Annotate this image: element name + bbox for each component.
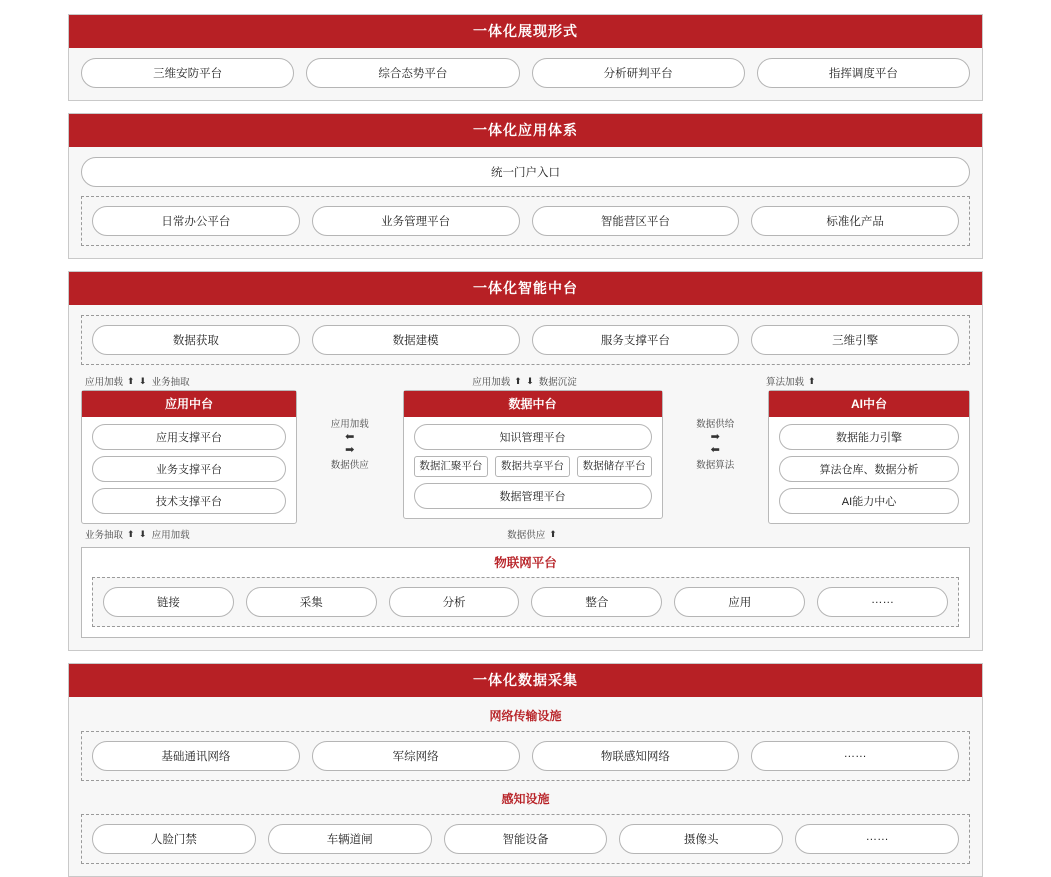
middle-top-items-box	[81, 315, 970, 365]
ai-center-item-1[interactable]: 算法仓库、数据分析	[779, 456, 959, 482]
display-pill-row	[81, 58, 970, 88]
middle-top-pill-row	[92, 325, 959, 355]
application-item-2[interactable]: 智能营区平台	[532, 206, 740, 236]
data-center-triple-row	[414, 456, 652, 477]
iot-item-5[interactable]: ……	[817, 587, 948, 617]
section-application	[68, 113, 983, 259]
section-display	[68, 14, 983, 101]
section-middle-title: 一体化智能中台	[69, 272, 982, 305]
sensing-pill-row	[92, 824, 959, 854]
connector-top-0-right: 业务抽取	[151, 377, 190, 388]
application-item-1[interactable]: 业务管理平台	[312, 206, 520, 236]
data-center-triple-1[interactable]: 数据共享平台	[495, 456, 570, 477]
network-block-title: 网络传输设施	[489, 709, 562, 723]
app-center-item-1[interactable]: 业务支撑平台	[92, 456, 286, 482]
ai-center-card	[768, 390, 970, 524]
iot-item-4[interactable]: 应用	[674, 587, 805, 617]
bridge-left	[297, 390, 403, 471]
application-pill-row	[92, 206, 959, 236]
data-center-triple-2[interactable]: 数据储存平台	[577, 456, 652, 477]
ai-center-title: AI中台	[769, 391, 969, 417]
bridge-right-top-label: 数据供给	[696, 419, 735, 430]
ai-center-item-0[interactable]: 数据能力引擎	[779, 424, 959, 450]
network-items-box	[81, 731, 970, 781]
application-items-box	[81, 196, 970, 246]
connector-top-0-arrows-icon: ⬆ ⬇	[127, 375, 148, 386]
middle-top-item-3[interactable]: 三维引擎	[751, 325, 959, 355]
bridge-right	[663, 390, 769, 471]
connector-top-1-left: 应用加载	[472, 377, 511, 388]
app-center-card	[81, 390, 297, 524]
network-item-1[interactable]: 军综网络	[312, 741, 520, 771]
connector-top-1-arrows-icon: ⬆ ⬇	[514, 375, 535, 386]
section-application-title: 一体化应用体系	[69, 114, 982, 147]
middle-top-item-1[interactable]: 数据建模	[312, 325, 520, 355]
connector-bottom-spacer	[766, 527, 966, 541]
data-center-card	[403, 390, 663, 519]
network-item-0[interactable]: 基础通讯网络	[92, 741, 300, 771]
display-item-0[interactable]: 三维安防平台	[81, 58, 294, 88]
bridge-left-arrow-left-icon: ⬅	[345, 431, 355, 443]
middle-connector-row-top	[81, 371, 970, 390]
connector-bottom-0-left: 业务抽取	[85, 530, 124, 541]
bridge-right-arrow-left-icon: ⬅	[710, 444, 720, 457]
section-collection-title: 一体化数据采集	[69, 664, 982, 697]
data-center-bottom-item[interactable]: 数据管理平台	[414, 483, 652, 509]
bridge-left-arrow-right-icon: ➡	[345, 444, 355, 457]
connector-top-0-left: 应用加载	[85, 377, 124, 388]
connector-top-1-right: 数据沉淀	[538, 377, 577, 388]
bridge-left-top-label: 应用加载	[330, 419, 369, 430]
connector-top-0	[85, 374, 299, 388]
ai-center-item-2[interactable]: AI能力中心	[779, 488, 959, 514]
network-pill-row	[92, 741, 959, 771]
middle-three-columns	[81, 390, 970, 524]
section-collection	[68, 663, 983, 877]
application-item-3[interactable]: 标准化产品	[751, 206, 959, 236]
network-item-2[interactable]: 物联感知网络	[532, 741, 740, 771]
application-item-0[interactable]: 日常办公平台	[92, 206, 300, 236]
iot-item-2[interactable]: 分析	[389, 587, 520, 617]
iot-platform-title: 物联网平台	[494, 556, 557, 570]
section-display-title: 一体化展现形式	[69, 15, 982, 48]
app-center-item-0[interactable]: 应用支撑平台	[92, 424, 286, 450]
network-block	[81, 707, 970, 781]
section-collection-body	[69, 697, 982, 876]
connector-bottom-1	[299, 527, 766, 541]
section-display-body	[69, 48, 982, 100]
unified-portal-entry[interactable]: 统一门户入口	[81, 157, 970, 187]
connector-top-2-arrows-icon: ⬆	[808, 375, 817, 386]
connector-bottom-0-right: 应用加载	[151, 530, 190, 541]
display-item-2[interactable]: 分析研判平台	[532, 58, 745, 88]
iot-pill-row	[103, 587, 948, 617]
sensing-item-1[interactable]: 车辆道闸	[268, 824, 432, 854]
sensing-block	[81, 790, 970, 864]
bridge-right-bottom-label: 数据算法	[696, 460, 735, 472]
section-middle-body	[69, 305, 982, 650]
app-center-body	[82, 417, 296, 523]
bridge-left-bottom-label: 数据供应	[330, 460, 369, 472]
connector-top-2	[750, 374, 966, 388]
display-item-1[interactable]: 综合态势平台	[306, 58, 519, 88]
sensing-item-3[interactable]: 摄像头	[619, 824, 783, 854]
iot-platform-body	[82, 573, 969, 637]
sensing-block-title: 感知设施	[501, 792, 550, 806]
connector-top-1	[299, 374, 750, 388]
network-item-3[interactable]: ……	[751, 741, 959, 771]
data-center-title: 数据中台	[404, 391, 662, 417]
ai-center-body	[769, 417, 969, 523]
middle-top-item-0[interactable]: 数据获取	[92, 325, 300, 355]
connector-top-2-left: 算法加载	[766, 377, 805, 388]
data-center-top-item[interactable]: 知识管理平台	[414, 424, 652, 450]
middle-connector-row-bottom	[81, 524, 970, 543]
section-application-body	[69, 147, 982, 258]
sensing-item-2[interactable]: 智能设备	[444, 824, 608, 854]
app-center-title: 应用中台	[82, 391, 296, 417]
connector-bottom-0-arrows-icon: ⬆ ⬇	[127, 528, 148, 539]
connector-bottom-0	[85, 527, 299, 541]
middle-top-item-2[interactable]: 服务支撑平台	[532, 325, 740, 355]
iot-item-0[interactable]: 链接	[103, 587, 234, 617]
connector-bottom-1-left: 数据供应	[507, 530, 546, 541]
connector-bottom-1-arrows-icon: ⬆	[549, 528, 558, 539]
sensing-item-4[interactable]: ……	[795, 824, 959, 854]
app-center-item-2[interactable]: 技术支撑平台	[92, 488, 286, 514]
iot-platform-card	[81, 547, 970, 638]
data-center-triple-0[interactable]: 数据汇聚平台	[414, 456, 489, 477]
iot-item-3[interactable]: 整合	[531, 587, 662, 617]
display-item-3[interactable]: 指挥调度平台	[757, 58, 970, 88]
data-center-body	[404, 417, 662, 518]
section-middle-platform	[68, 271, 983, 651]
iot-items-box	[92, 577, 959, 627]
bridge-right-arrow-right-icon: ➡	[710, 431, 720, 443]
iot-item-1[interactable]: 采集	[246, 587, 377, 617]
sensing-item-0[interactable]: 人脸门禁	[92, 824, 256, 854]
sensing-items-box	[81, 814, 970, 864]
